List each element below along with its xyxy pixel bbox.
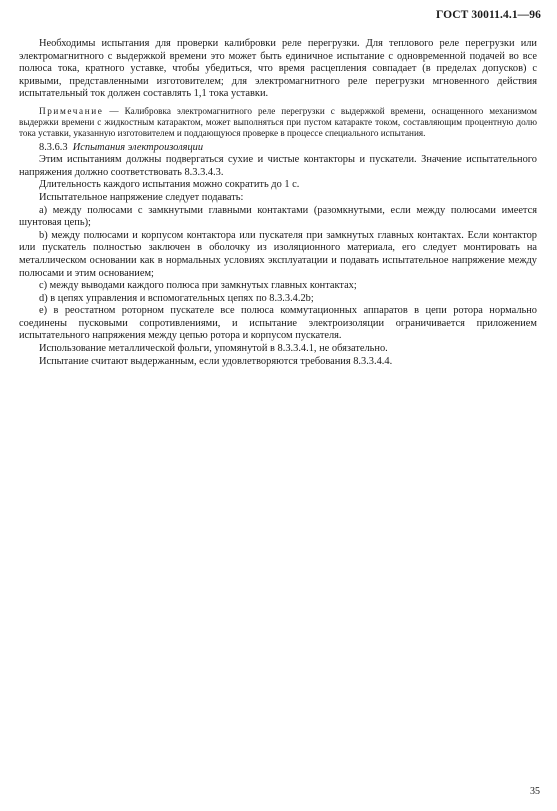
list-item-b: b) между полюсами и корпусом контактора или пускателя при замкнутых главных контактах. Если контактор или пускатель полностью заключен в оболочку из изоляционного материала, его следует монтировать на металлическом основании как в нормальных условиях эксплуатации и подавать испытательное напряжение между полюсами и этим основанием; — [19, 229, 537, 279]
document-body — [19, 38, 537, 368]
section-number: 8.3.6.3 — [39, 141, 68, 153]
section-title: Испытания электроизоляции — [72, 141, 204, 153]
note-paragraph — [19, 106, 537, 140]
foil-paragraph: Использование металлической фольги, упомянутой в 8.3.3.4.1, не обязательно. — [39, 343, 388, 355]
insulation-paragraph: Этим испытаниям должны подвергаться сухие и чистые контакторы и пускатели. Значение испытательного напряжения должно соответствовать 8.3.3.4.3. — [19, 154, 537, 178]
page-number: 35 — [530, 786, 540, 797]
list-item-c: с) между выводами каждого полюса при замкнутых главных контактах; — [39, 280, 357, 292]
standard-header: ГОСТ 30011.4.1—96 — [435, 9, 541, 21]
duration-paragraph: Длительность каждого испытания можно сократить до 1 с. — [39, 179, 300, 191]
note-text: — Калибровка электромагнитного реле перегрузки с выдержкой времени, оснащенного механизмом выдержки времени с жидкостным катарактом, может выполняться при пустом катаракте током, составляющим процентную долю тока уставки, указанную изготовителем и поддающуюся проверке в процессе специального испытания. — [19, 105, 537, 139]
result-paragraph: Испытание считают выдержанным, если удовлетворяются требования 8.3.3.4.4. — [39, 355, 393, 367]
list-item-d: d) в цепях управления и вспомогательных цепях по 8.3.3.4.2b; — [39, 292, 314, 304]
note-label: Примечание — [39, 105, 104, 116]
list-item-e: е) в реостатном роторном пускателе все полюса коммутационных аппаратов в цепи ротора нормально соединены пусковыми сопротивлениями, и испытание электроизоляции ограничивается приложением испытательного напряжения между цепью ротора и корпусом пускателя. — [19, 305, 537, 342]
list-item-a: а) между полюсами с замкнутыми главными контактами (разомкнутыми, если между полюсами имеется шунтовая цепь); — [19, 204, 537, 229]
calibration-paragraph: Необходимы испытания для проверки калибровки реле перегрузки. Для теплового реле перегрузки или электромагнитного с выдержкой времени это может быть единичное испытание с одновременной подачей во все полюса тока, кратного уставке, чтобы убедиться, что время расцепления совпадает (в пределах допусков) с кривыми, представленными изготовителем; для электромагнитного реле перегрузки мгновенного действия испытательный ток должен составлять 1,1 тока уставки. — [19, 38, 537, 100]
voltage-intro-paragraph: Испытательное напряжение следует подавать: — [39, 191, 244, 203]
section-heading — [19, 142, 537, 155]
